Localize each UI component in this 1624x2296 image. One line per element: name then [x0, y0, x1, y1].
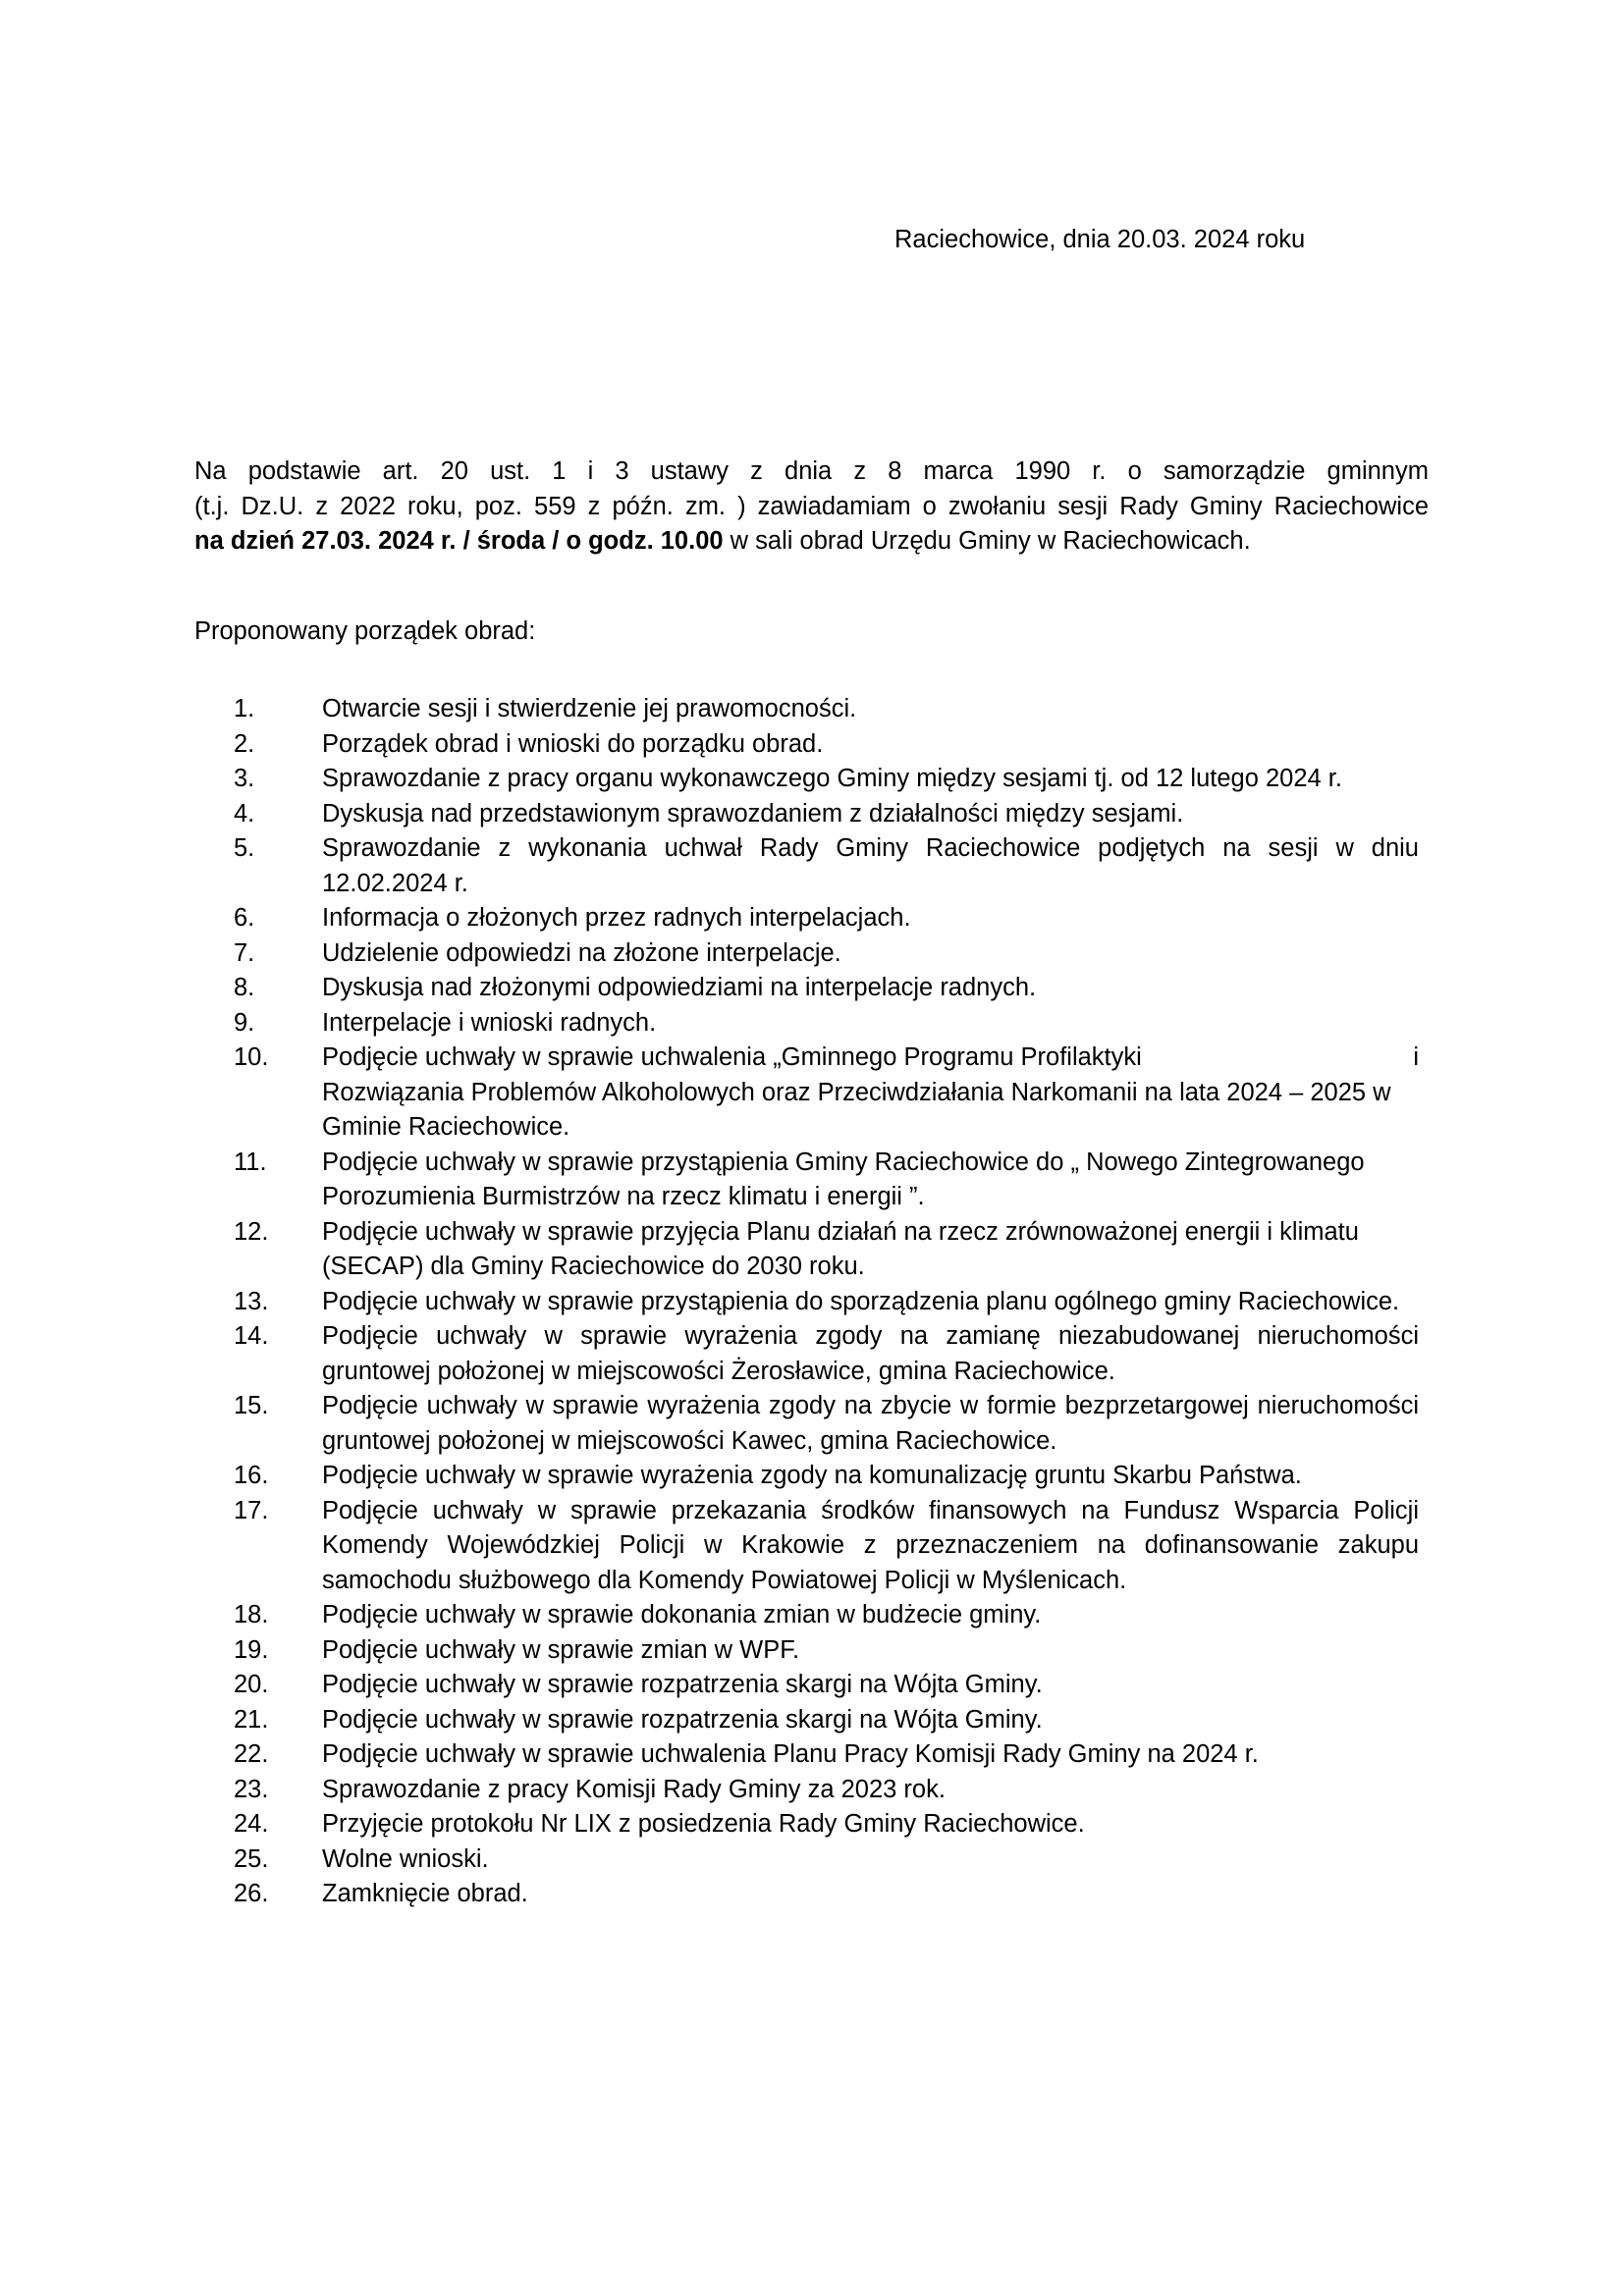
intro-line-2: (t.j. Dz.U. z 2022 roku, poz. 559 z późn. zm. ) zawiadamiam o zwołaniu sesji Rady Gminy Raciechowice [194, 492, 1429, 520]
agenda-item-text: Podjęcie uchwały w sprawie przystąpienia do sporządzenia planu ogólnego gminy Raciechowice. [322, 1287, 1400, 1315]
agenda-item-text: Podjęcie uchwały w sprawie zmian w WPF. [322, 1635, 800, 1664]
agenda-item-text: Podjęcie uchwały w sprawie przystąpienia Gminy Raciechowice do „ Nowego Zintegrowanego Porozumienia Burmistrzów na rzecz klimatu i energii ”. [322, 1148, 1365, 1210]
agenda-item-number: 11. [234, 1148, 267, 1176]
agenda-item-text: Podjęcie uchwały w sprawie rozpatrzenia skargi na Wójta Gminy. [322, 1705, 1043, 1734]
agenda-item-text: Porządek obrad i wnioski do porządku obrad. [322, 729, 824, 758]
agenda-item-text: Podjęcie uchwały w sprawie wyrażenia zgody na komunalizację gruntu Skarbu Państwa. [322, 1462, 1302, 1489]
agenda-item-number: 6. [234, 904, 255, 932]
agenda-item [234, 1389, 1419, 1459]
agenda-heading: Proponowany porządek obrad: [194, 616, 536, 645]
agenda-item-number: 7. [234, 938, 255, 967]
agenda-item-number: 15. [234, 1392, 269, 1419]
agenda-item-text: Wolne wnioski. [322, 1844, 489, 1873]
agenda-item-number: 19. [234, 1635, 269, 1664]
agenda-item-number: 26. [234, 1880, 269, 1907]
agenda-item-text: Podjęcie uchwały w sprawie wyrażenia zgody na zamianę niezabudowanej nieruchomości gruntowej położonej w miejscowości Żerosławice, gmina Raciechowice. [322, 1322, 1419, 1385]
agenda-item-number: 21. [234, 1705, 269, 1734]
agenda-list [194, 649, 1429, 1912]
agenda-item-text: Dyskusja nad przedstawionym sprawozdaniem z działalności między sesjami. [322, 799, 1184, 828]
agenda-item-number: 13. [234, 1287, 269, 1315]
agenda-item [234, 1459, 1419, 1494]
agenda-item [234, 1773, 1419, 1808]
intro-line-1: Na podstawie art. 20 ust. 1 i 3 ustawy z dnia z 8 marca 1990 r. o samorządzie gminnym [194, 457, 1429, 485]
document-date-line [194, 228, 1429, 253]
agenda-item [234, 762, 1419, 797]
agenda-item [234, 692, 1419, 727]
agenda-item-text: Udzielenie odpowiedzi na złożone interpelacje. [322, 938, 841, 967]
agenda-item-number: 4. [234, 799, 255, 828]
agenda-item [234, 1703, 1419, 1738]
agenda-item-text: Przyjęcie protokołu Nr LIX z posiedzenia Rady Gminy Raciechowice. [322, 1810, 1085, 1838]
agenda-item-number: 24. [234, 1810, 269, 1838]
agenda-item-text: Podjęcie uchwały w sprawie uchwalenia Planu Pracy Komisji Rady Gminy na 2024 r. [322, 1740, 1259, 1768]
agenda-item [234, 971, 1419, 1006]
agenda-item [234, 1633, 1419, 1669]
agenda-item [234, 1041, 1419, 1146]
agenda-item-number: 12. [234, 1217, 269, 1246]
agenda-item-number: 9. [234, 1008, 255, 1037]
agenda-item-number: 8. [234, 974, 255, 1001]
agenda-item-number: 16. [234, 1462, 269, 1489]
agenda-item-number: 20. [234, 1671, 269, 1698]
agenda-item-number: 17. [234, 1496, 269, 1524]
intro-line-3 [194, 524, 1429, 560]
agenda-item [234, 1598, 1419, 1633]
agenda-item-text: Podjęcie uchwały w sprawie rozpatrzenia skargi na Wójta Gminy. [322, 1671, 1043, 1698]
agenda-item-text: Otwarcie sesji i stwierdzenie jej prawomocności. [322, 695, 857, 722]
agenda-item-text: Interpelacje i wnioski radnych. [322, 1008, 657, 1037]
agenda-item [234, 1215, 1419, 1285]
session-location-text: w sali obrad Urzędu Gminy w Raciechowicach. [723, 527, 1251, 555]
agenda-item-text: Podjęcie uchwały w sprawie wyrażenia zgody na zbycie w formie bezprzetargowej nieruchomości gruntowej położonej w miejscowości Kawec, gmina Raciechowice. [322, 1392, 1419, 1455]
agenda-item-number: 3. [234, 765, 255, 792]
agenda-item-text: Podjęcie uchwały w sprawie dokonania zmian w budżecie gminy. [322, 1601, 1042, 1629]
agenda-item [234, 1285, 1419, 1320]
agenda-item-text: Zamknięcie obrad. [322, 1880, 528, 1907]
agenda-item [234, 901, 1419, 936]
agenda-item-number: 23. [234, 1775, 269, 1803]
agenda-item-number: 1. [234, 695, 255, 722]
agenda-item [234, 1737, 1419, 1773]
agenda-item [234, 936, 1419, 972]
agenda-item-number: 14. [234, 1322, 269, 1350]
agenda-item [234, 1319, 1419, 1389]
agenda-item [234, 797, 1419, 832]
agenda-item-text: Podjęcie uchwały w sprawie przyjęcia Planu działań na rzecz zrównoważonej energii i klimatu (SECAP) dla Gminy Raciechowice do 2030 roku. [322, 1217, 1359, 1280]
session-datetime-bold: na dzień 27.03. 2024 r. / środa / o godz. 10.00 [194, 527, 724, 555]
agenda-item-number: 25. [234, 1844, 269, 1873]
agenda-item-text: Dyskusja nad złożonymi odpowiedziami na interpelacje radnych. [322, 974, 1037, 1001]
agenda-item [234, 1494, 1419, 1599]
intro-paragraph [194, 454, 1429, 560]
date-text: Raciechowice, dnia 20.03. 2024 roku [894, 226, 1306, 253]
agenda-item-text: Informacja o złożonych przez radnych interpelacjach. [322, 904, 911, 932]
agenda-item-text: Sprawozdanie z pracy organu wykonawczego Gminy między sesjami tj. od 12 lutego 2024 r. [322, 765, 1342, 792]
agenda-item-number: 5. [234, 834, 255, 862]
agenda-item [234, 1146, 1419, 1215]
agenda-item [234, 1668, 1419, 1703]
agenda-item-number: 22. [234, 1740, 269, 1768]
agenda-item [234, 1807, 1419, 1842]
agenda-item-first-line-text: Podjęcie uchwały w sprawie uchwalenia „Gminnego Programu Profilaktyki [322, 1043, 1142, 1071]
agenda-item [234, 727, 1419, 763]
agenda-item-number: 10. [234, 1043, 269, 1071]
agenda-item-text: Sprawozdanie z wykonania uchwał Rady Gminy Raciechowice podjętych na sesji w dniu 12.02.2024 r. [322, 834, 1419, 897]
agenda-item [234, 831, 1419, 901]
agenda-item [234, 1006, 1419, 1041]
agenda-item [234, 1842, 1419, 1878]
agenda-item-first-line [322, 1041, 1419, 1076]
agenda-item-number: 2. [234, 729, 255, 758]
agenda-item-first-line-tail: i [1413, 1043, 1419, 1071]
agenda-item-text: Sprawozdanie z pracy Komisji Rady Gminy za 2023 rok. [322, 1775, 946, 1803]
agenda-item-number: 18. [234, 1601, 269, 1629]
agenda-item-text [322, 1041, 1419, 1146]
agenda-item [234, 1877, 1419, 1912]
document-body [194, 454, 1429, 1912]
agenda-item-text: Podjęcie uchwały w sprawie przekazania środków finansowych na Fundusz Wsparcia Policji Komendy Wojewódzkiej Policji w Krakowie z przeznaczeniem na dofinansowanie zakupu samochodu służbowego dla Komendy Powiatowej Policji w Myślenicach. [322, 1496, 1419, 1594]
agenda-item-remaining-text: Rozwiązania Problemów Alkoholowych oraz Przeciwdziałania Narkomanii na lata 2024 – 2025 w Gminie Raciechowice. [322, 1078, 1391, 1141]
